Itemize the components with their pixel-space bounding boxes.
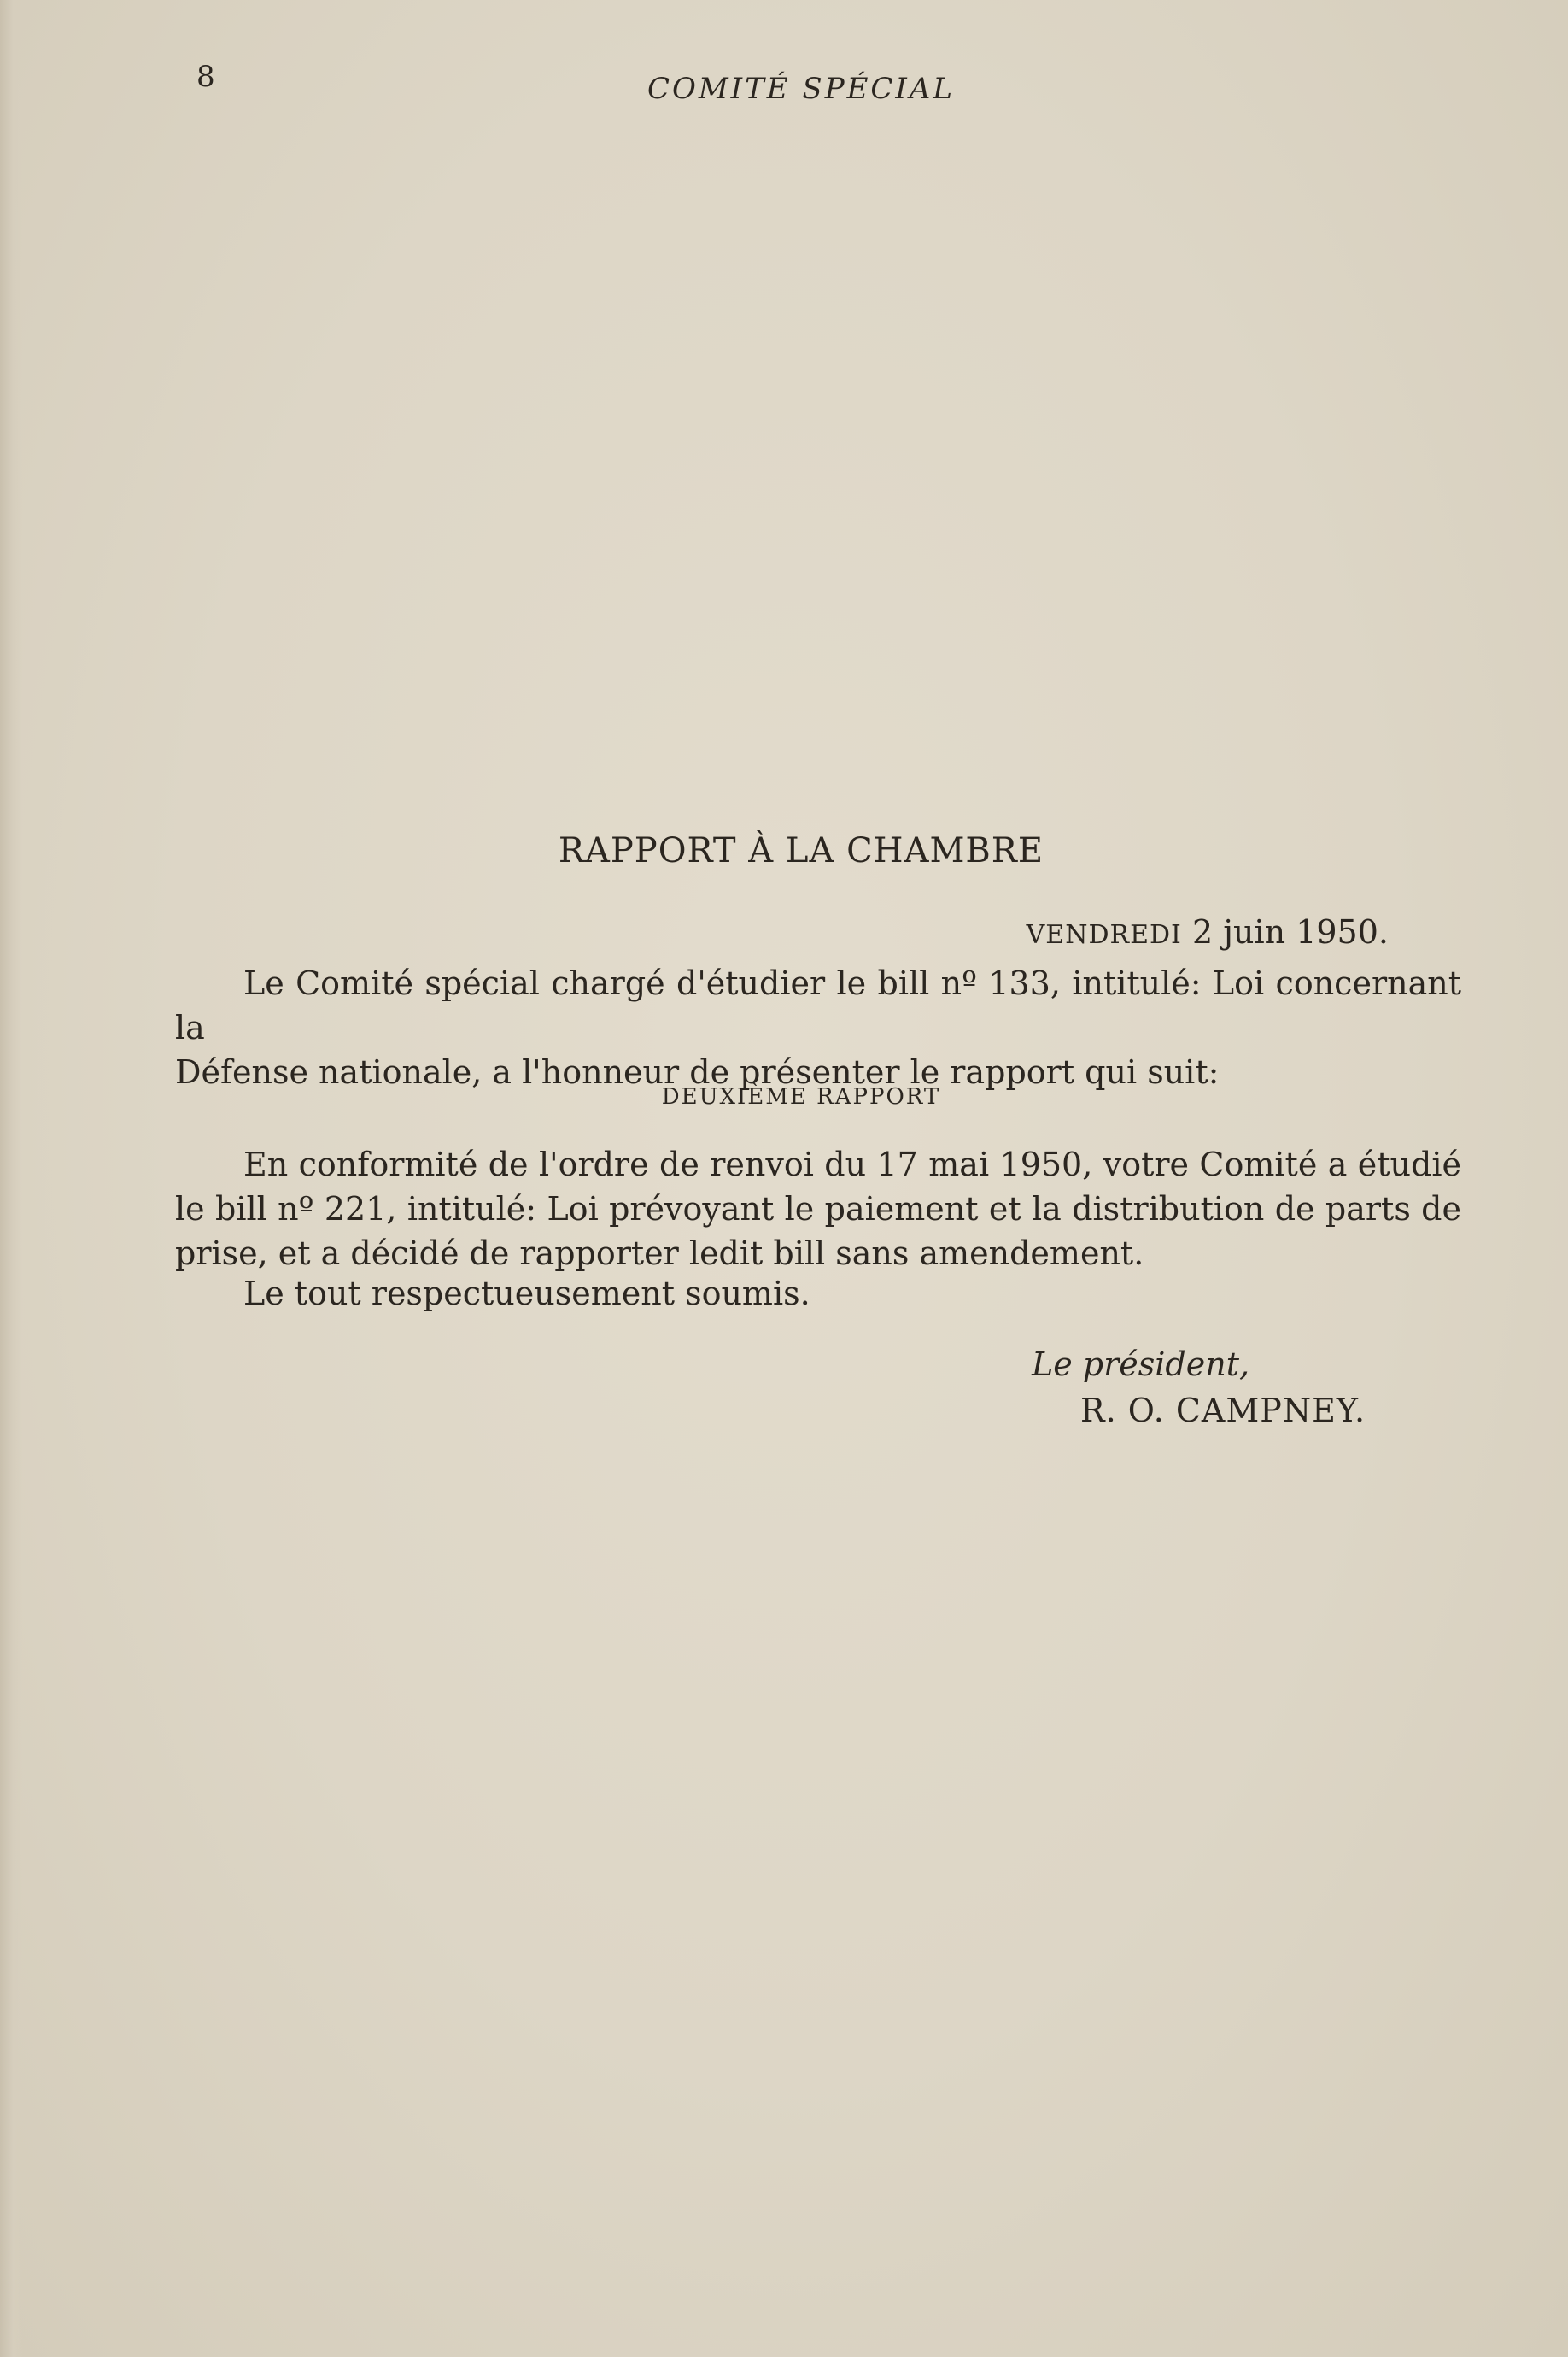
page-edge-shadow xyxy=(0,0,22,2357)
signature-name: R. O. CAMPNEY. xyxy=(1080,1392,1366,1429)
paragraph-line: prise, et a décidé de rapporter ledit bill sans amendement. xyxy=(175,1234,1144,1272)
paragraph-line: Le Comité spécial chargé d'étudier le bill nº 133, intitulé: Loi concernant la xyxy=(175,964,1461,1047)
paragraph-line: le bill nº 221, intitulé: Loi prévoyant le paiement et la distribution de parts de xyxy=(175,1190,1461,1228)
dateline xyxy=(1027,912,1389,955)
report-subheading: DEUXIÈME RAPPORT xyxy=(661,1084,941,1110)
report-title: RAPPORT À LA CHAMBRE xyxy=(558,831,1044,871)
report-paragraph-body xyxy=(175,1142,1461,1275)
dateline-date: 2 juin 1950. xyxy=(1191,913,1389,951)
running-head: COMITÉ SPÉCIAL xyxy=(647,72,955,106)
dateline-day: VENDREDI xyxy=(1026,920,1182,950)
closing-line: Le tout respectueusement soumis. xyxy=(243,1275,810,1312)
page-number: 8 xyxy=(196,60,215,94)
paragraph-line: Défense nationale, a l'honneur de présenter le rapport qui suit: xyxy=(175,1053,1220,1091)
paragraph-line: En conformité de l'ordre de renvoi du 17 mai 1950, votre Comité a étudié xyxy=(243,1146,1461,1183)
report-paragraph-intro xyxy=(175,961,1461,1094)
signature-title: Le président, xyxy=(1032,1346,1250,1383)
